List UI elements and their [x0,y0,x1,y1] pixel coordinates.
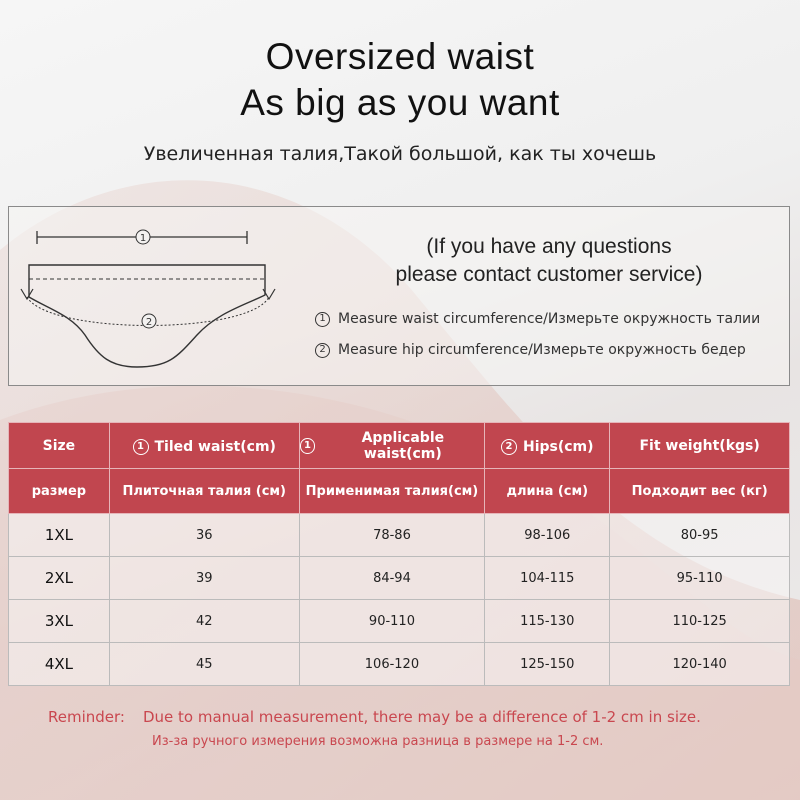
size-cell: 3XL [9,600,110,643]
reminder-text-en: Due to manual measurement, there may be a difference of 1-2 cm in size. [142,708,701,726]
diagram-marker-1: 1 [139,233,147,244]
fit-weight-cell: 120-140 [610,643,790,686]
hips-cell: 104-115 [485,557,610,600]
reminder-text-ru: Из-за ручного измерения возможна разница в размере на 1-2 см. [152,734,604,749]
header-tiled-waist: 1 Tiled waist(cm) [109,423,299,469]
header-hips: 2 Hips(cm) [485,423,610,469]
header-fit-weight: Fit weight(kgs) [610,423,790,469]
tiled-waist-cell: 42 [109,600,299,643]
marker-2-icon: 2 [315,343,330,358]
marker-1-icon: 1 [133,439,149,455]
contact-line-1: (If you have any questions [426,235,672,258]
title-line-2: As big as you want [240,82,560,123]
subtitle: Увеличенная талия,Такой большой, как ты хочешь [143,143,657,165]
applicable-waist-cell: 78-86 [299,514,485,557]
applicable-waist-cell: 90-110 [299,600,485,643]
tiled-waist-cell: 36 [109,514,299,557]
applicable-waist-cell: 106-120 [299,643,485,686]
hips-cell: 115-130 [485,600,610,643]
reminder-en [48,708,701,726]
header-applicable-waist: 1 Applicable waist(cm) [299,423,485,469]
header-ru-fit-weight: Подходит вес (кг) [610,469,790,514]
tiled-waist-cell: 39 [109,557,299,600]
table-header-ru [9,469,790,514]
title-line-1: Oversized waist [265,36,535,77]
fit-weight-cell: 110-125 [610,600,790,643]
header-ru-tiled-waist: Плиточная талия (см) [109,469,299,514]
applicable-waist-cell: 84-94 [299,557,485,600]
table-row [9,514,790,557]
size-cell: 2XL [9,557,110,600]
header-ru-hips: длина (см) [485,469,610,514]
measure-waist [315,311,760,327]
measure-hip-text: Measure hip circumference/Измерьте окружность бедер [338,342,746,358]
size-cell: 1XL [9,514,110,557]
contact-line-2: please contact customer service) [395,263,703,286]
underwear-diagram-icon [19,217,299,382]
hips-cell: 98-106 [485,514,610,557]
measure-hip [315,342,746,358]
marker-1-icon: 1 [315,312,330,327]
table-header-en [9,423,790,469]
measurement-info-box [8,206,790,386]
diagram-marker-2: 2 [145,317,153,328]
marker-1-icon: 1 [300,438,316,454]
size-cell: 4XL [9,643,110,686]
header-ru-size: размер [9,469,110,514]
tiled-waist-cell: 45 [109,643,299,686]
reminder-label: Reminder: [48,708,125,726]
measure-waist-text: Measure waist circumference/Измерьте окружность талии [338,311,761,327]
table-row [9,557,790,600]
fit-weight-cell: 95-110 [610,557,790,600]
hips-cell: 125-150 [485,643,610,686]
size-table [8,422,790,686]
fit-weight-cell: 80-95 [610,514,790,557]
table-row [9,600,790,643]
header-size: Size [9,423,110,469]
marker-2-icon: 2 [501,439,517,455]
header-ru-applicable-waist: Применимая талия(см) [299,469,485,514]
table-row [9,643,790,686]
